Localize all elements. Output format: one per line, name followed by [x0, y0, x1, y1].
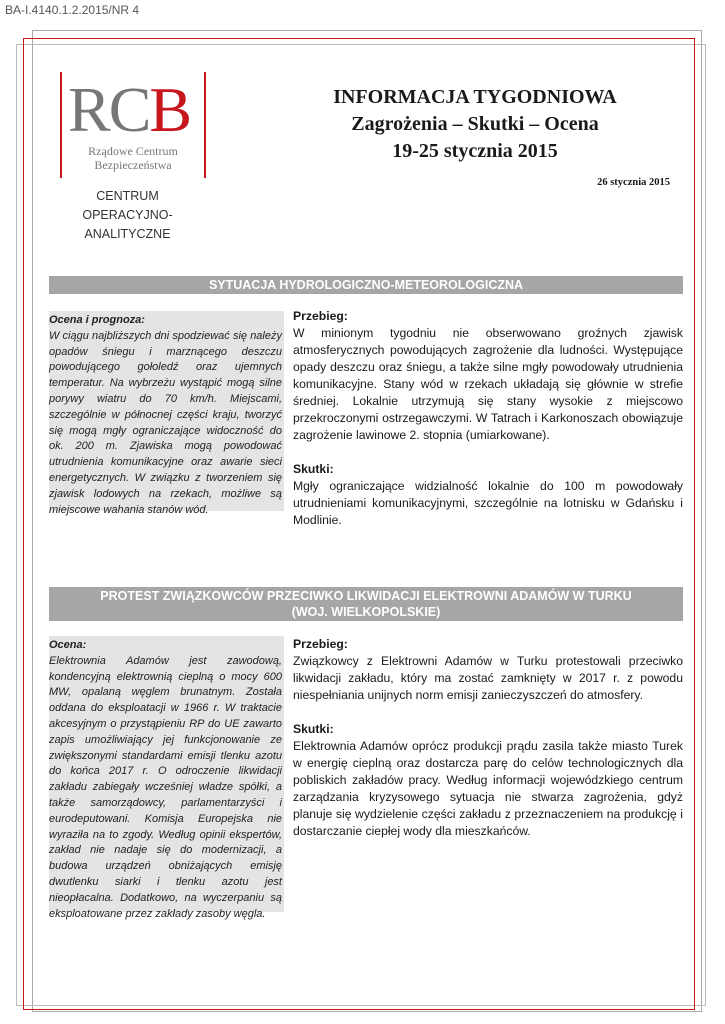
document-reference: BA-I.4140.1.2.2015/NR 4 — [5, 3, 140, 17]
section-2-box-text: Elektrownia Adamów jest zawodową, kondencyjną elektrownią cieplną o mocy 600 MW, opalaną węglem brunatnym. Została oddana do eksploatacji w 1966 r. W traktacie akcesyjnym o przystąpieniu RP do UE zawarto zapis umożliwiający jej funkcjonowanie ze zwiększonymi standardami emisji tlenku azotu do końca 2017 r. O odroczenie likwidacji zakładu zabiegały wcześniej władze spółki, a także samorządowcy, parlamentarzyści i eurodeputowani. Komisja Europejska nie wyraziła na to zgody. Według opinii ekspertów, zakład nie nadaje się do modernizacji, a budowa urządzeń obniżających emisję dwutlenku siarki i tlenku azotu jest nieopłacalna. Dodatkowo, na wyczerpaniu są eksploatowane przez zakłady zasoby węgla. — [49, 654, 282, 920]
report-date: 26 stycznia 2015 — [597, 177, 670, 188]
section-1-skutki-text: Mgły ograniczające widzialność lokalnie do 100 m powodowały utrudnieniami komunikacyjnymi, szczególnie na lotnisku w Gdańsku i Modlinie. — [293, 479, 683, 527]
section-1-przebieg-title: Przebieg: — [293, 309, 348, 323]
logo-letter-b: B — [149, 74, 191, 145]
centrum-line-2: OPERACYJNO-ANALITYCZNE — [82, 208, 173, 241]
title-line-2: Zagrożenia – Skutki – Ocena — [351, 113, 599, 135]
section-1-przebieg-text: W minionym tygodniu nie obserwowano groźnych zjawisk atmosferycznych powodujących zagrożenie dla ludności. Występujące opady deszczu oraz śniegu, a także silne mgły powodowały utrudnienia komunikacyjne. Stany wód w rzekach układają się głównie w strefie średniej. Lokalnie utrzymują się stany wysokie z miejscowo przekroczonymi ostrzegawczymi. W Tatrach i Karkonoszach obowiązuje zagrożenie lawinowe 2. stopnia (umiarkowane). — [293, 326, 683, 442]
section-2-przebieg-text: Związkowcy z Elektrowni Adamów w Turku protestowali przeciwko likwidacji zakładu, który ma zostać zamknięty w 2017 r. z powodu niespełniania unijnych norm emisji zanieczyszczeń do atmosfery. — [293, 654, 683, 702]
section-1-box-text: W ciągu najbliższych dni spodziewać się należy opadów śniegu i marznącego deszczu powodującego gołoledź oraz ujemnych temperatur. Na wybrzeżu wystąpić mogą silne porywy wiatru do 70 km/h. Miejscami, szczególnie w północnej części kraju, tworzyć się mogą mgły ograniczające widoczność do ok. 200 m. Zjawiska mogą powodować utrudnienia komunikacyjne oraz awarie sieci energetycznych. W związku z tworzeniem się zjawisk lodowych na rzekach, możliwe są miejscowe wahania stanów wód. — [49, 329, 282, 516]
centrum-line-1: CENTRUM — [96, 189, 159, 203]
section-1-skutki-title: Skutki: — [293, 462, 334, 476]
section-2-heading — [49, 587, 683, 621]
section-2-skutki-title: Skutki: — [293, 722, 334, 736]
section-2-assessment-box — [49, 636, 284, 920]
logo-letters — [68, 74, 191, 145]
logo-letters-rc: RC — [68, 74, 150, 145]
section-2-skutki-text: Elektrownia Adamów oprócz produkcji prądu zasila także miasto Turek w energię cieplną oraz dostarcza parę do celów technologicznych dla pobliskich zakładów pracy. Według informacji wojewódzkiego centrum zarządzania kryzysowego sytuacja nie stwarza zagrożenia, gdyż planuje się wydzielenie części zakładu z przeznaczeniem na produkcję i dostarczanie ciepłej wody dla mieszkańców. — [293, 739, 683, 838]
section-1-assessment-box — [49, 311, 284, 516]
logo-subtitle-2: Bezpieczeństwa — [94, 158, 172, 172]
section-1-details — [293, 308, 683, 529]
logo-subtitle-1: Rządowe Centrum — [88, 144, 178, 158]
rcb-logo — [60, 72, 206, 182]
section-1-box-title: Ocena i prognoza: — [49, 314, 145, 326]
title-line-1: INFORMACJA TYGODNIOWA — [333, 86, 617, 108]
page-title — [290, 84, 660, 165]
section-2-heading-line-1: PROTEST ZWIĄZKOWCÓW PRZECIWKO LIKWIDACJI ELEKTROWNI ADAMÓW W TURKU — [100, 589, 632, 603]
section-2-heading-line-2: (WOJ. WIELKOPOLSKIE) — [291, 605, 441, 619]
section-2-details — [293, 636, 683, 840]
title-line-3: 19-25 stycznia 2015 — [392, 140, 558, 162]
section-2-box-title: Ocena: — [49, 639, 87, 651]
section-1-heading: SYTUACJA HYDROLOGICZNO-METEOROLOGICZNA — [49, 276, 683, 294]
centrum-label — [40, 187, 215, 244]
section-2-przebieg-title: Przebieg: — [293, 637, 348, 651]
